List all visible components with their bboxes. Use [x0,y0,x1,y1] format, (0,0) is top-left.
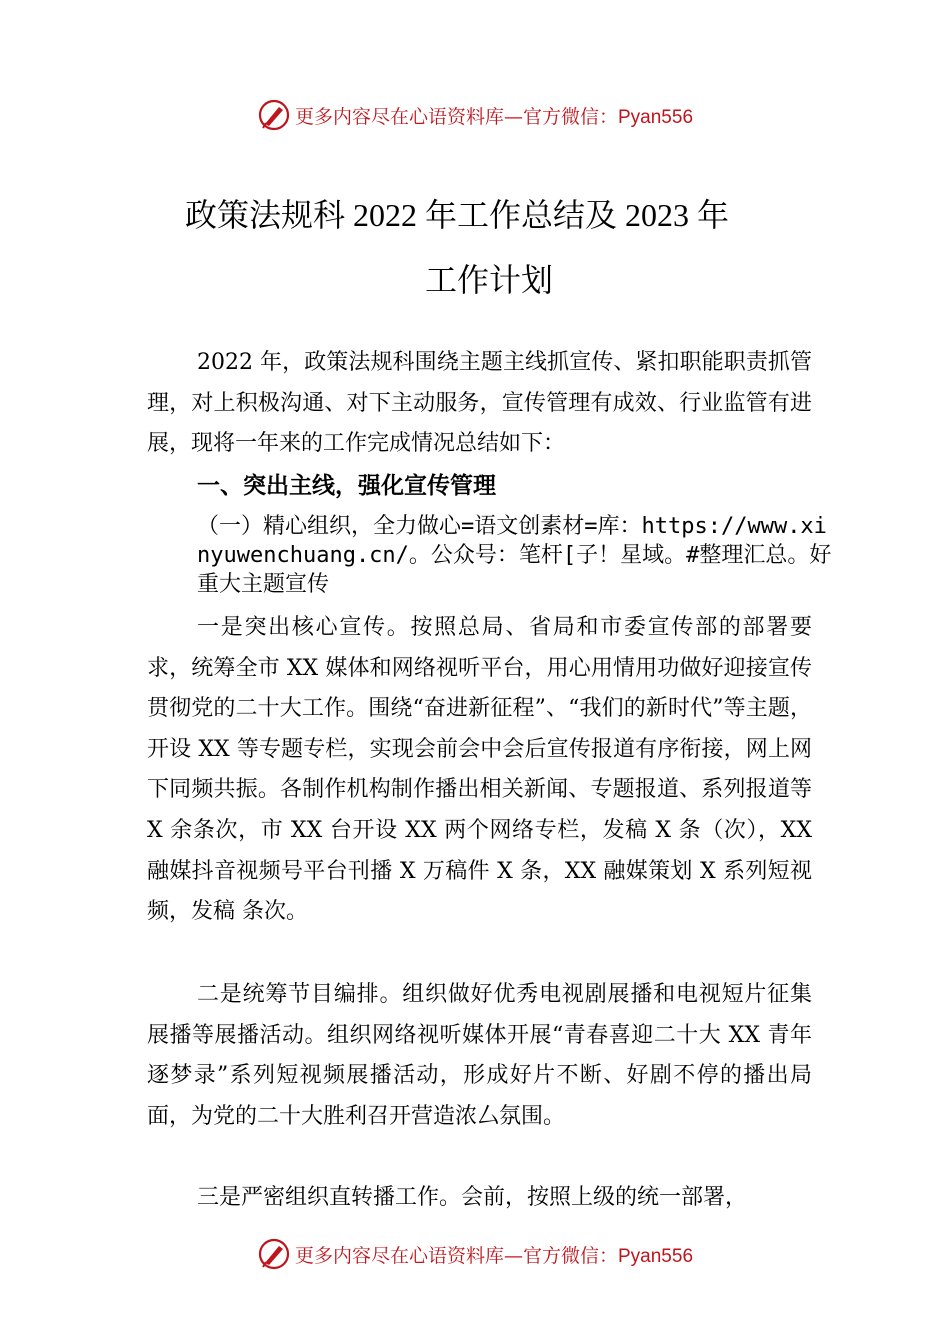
section-heading: 一、突出主线，强化宣传管理 [197,473,496,499]
subsection-heading: （一）精心组织，全力做心=语文创素材=库：https://www.xinyuwenchuang.cn/。公众号：笔杆[子！星域。#整理汇总。好重大主题宣传 [197,514,832,597]
pen-logo-icon [257,98,291,132]
wechat-id: Pyan556 [618,106,694,128]
watermark-banner-bottom [0,1234,950,1274]
watermark-banner-top [0,95,950,135]
intro-paragraph: 2022 年，政策法规科围绕主题主线抓宣传、紧扣职能职责抓管理，对上积极沟通、对下主动服务，宣传管理有成效、行业监管有进展，现将一年来的工作完成情况总结如下： [147,350,812,457]
pen-logo-icon [257,1237,291,1271]
document-title-line2: 工作计划 [424,262,553,298]
watermark-text: 更多内容尽在心语资料库—官方微信：Pyan556 [294,105,694,128]
watermark-text: 更多内容尽在心语资料库—官方微信：Pyan556 [294,1244,694,1267]
wechat-id: Pyan556 [618,1245,694,1267]
body-paragraph-2: 二是统筹节目编排。组织做好优秀电视剧展播和电视短片征集展播等展播活动。组织网络视听媒体开展“青春喜迎二十大 XX 青年逐梦录”系列短视频展播活动，形成好片不断、好剧不停的播出局面，为党的二十大胜利召开营造浓厶氛围。 [147,982,812,1129]
body-paragraph-3: 三是严密组织直转播工作。会前，按照上级的统一部署， [197,1185,748,1210]
body-paragraph-1: 一是突出核心宣传。按照总局、省局和市委宣传部的部署要求，统筹全市 XX 媒体和网络视听平台，用心用情用功做好迎接宣传贯彻党的二十大工作。围绕“奋进新征程”、“我们的新时代”等主题，开设 XX 等专题专栏，实现会前会中会后宣传报道有序衔接，网上网下同频共振。各制作机构制作播出相关新闻、专题报道、系列报道等 X 余条次，市 XX 台开设 XX 两个网络专栏，发稿 X 条（次），XX 融媒抖音视频号平台刊播 X 万稿件 X 条，XX 融媒策划 X 系列短视频，发稿 条次。 [147,615,812,925]
document-title-line1: 政策法规科 2022 年工作总结及 2023 年 [184,197,729,233]
